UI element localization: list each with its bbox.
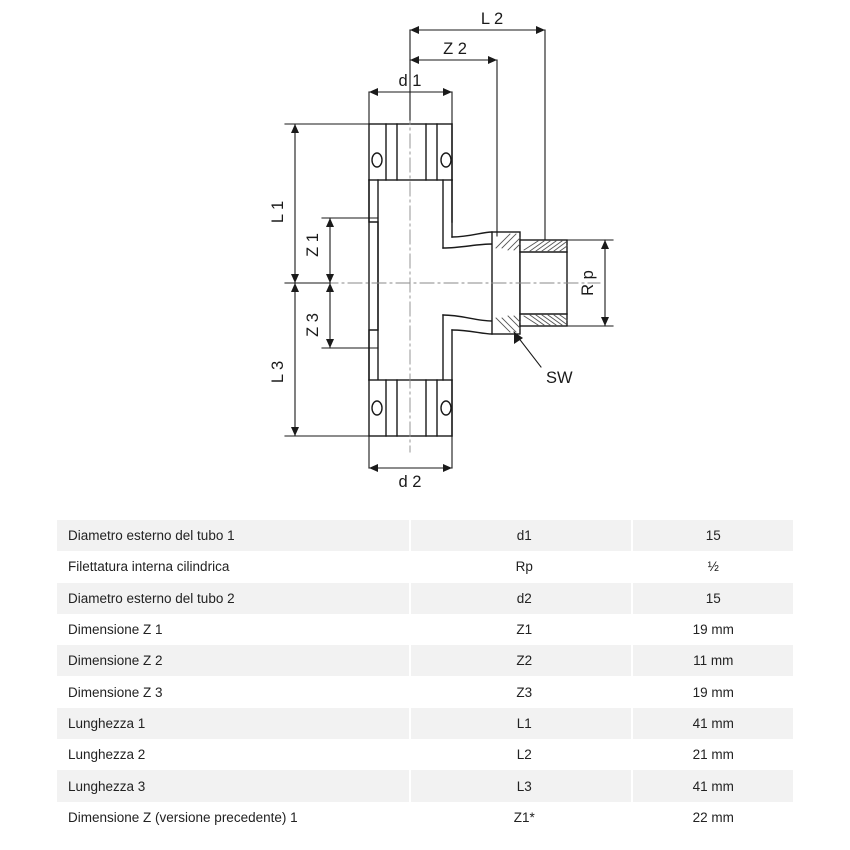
top-left-oring [372,153,382,167]
bottom-left-oring [372,401,382,415]
spec-table-body [57,520,793,833]
label-d2: d 2 [398,473,422,491]
row-value: 41 mm [633,708,793,739]
table-row [57,614,793,645]
row-symbol: Rp [415,551,633,582]
row-value: ½ [633,551,793,582]
row-description: Dimensione Z 2 [57,645,415,676]
row-value: 15 [633,583,793,614]
specification-table [57,520,793,833]
row-description: Lunghezza 1 [57,708,415,739]
row-description: Lunghezza 3 [57,770,415,801]
row-symbol: Z3 [415,676,633,707]
row-symbol: L3 [415,770,633,801]
table-column-divider-1 [409,520,411,833]
top-socket-outline [369,124,452,180]
row-description: Dimensione Z 1 [57,614,415,645]
row-symbol: Z1* [415,802,633,833]
row-value: 22 mm [633,802,793,833]
row-symbol: Z1 [415,614,633,645]
row-description: Dimensione Z (versione precedente) 1 [57,802,415,833]
row-value: 19 mm [633,676,793,707]
row-symbol: d2 [415,583,633,614]
table-row [57,676,793,707]
table-column-divider-2 [631,520,633,833]
row-description: Dimensione Z 3 [57,676,415,707]
top-right-oring [441,153,451,167]
row-symbol: Z2 [415,645,633,676]
row-symbol: d1 [415,520,633,551]
label-Z2: Z 2 [443,40,467,58]
label-Rp: R p [579,270,597,296]
label-Z3: Z 3 [304,313,322,337]
label-L1: L 1 [269,200,287,224]
table-row [57,551,793,582]
label-L3: L 3 [269,360,287,384]
row-symbol: L2 [415,739,633,770]
table-row [57,520,793,551]
row-value: 11 mm [633,645,793,676]
table-row [57,770,793,801]
row-description: Diametro esterno del tubo 2 [57,583,415,614]
label-d1: d 1 [398,72,422,90]
bottom-right-oring [441,401,451,415]
table-row [57,739,793,770]
row-value: 15 [633,520,793,551]
row-description: Diametro esterno del tubo 1 [57,520,415,551]
table-row [57,583,793,614]
row-value: 19 mm [633,614,793,645]
row-value: 41 mm [633,770,793,801]
label-L2: L 2 [480,10,504,28]
label-SW: SW [546,369,573,387]
table-row [57,645,793,676]
table-row [57,708,793,739]
row-value: 21 mm [633,739,793,770]
label-Z1: Z 1 [304,233,322,257]
table-row [57,802,793,833]
row-description: Filettatura interna cilindrica [57,551,415,582]
row-description: Lunghezza 2 [57,739,415,770]
row-symbol: L1 [415,708,633,739]
